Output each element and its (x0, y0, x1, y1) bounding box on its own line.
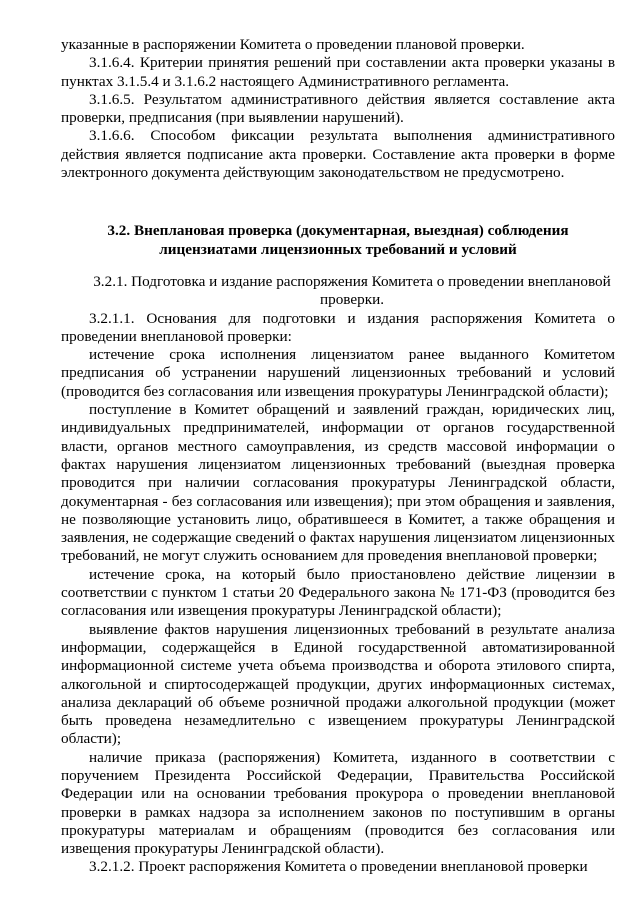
paragraph-3-2-1-2: 3.2.1.2. Проект распоряжения Комитета о проведении внеплановой проверки (89, 858, 588, 876)
section-heading: 3.2. Внеплановая проверка (документарная, выездная) соблюдения лицензиатами лицензионных требований и условий (107, 222, 569, 258)
list-item-order: наличие приказа (распоряжения) Комитета, изданного в соответствии с поручением Президента Российской Федерации, Правительства Российской Федерации или на основании требования прокурора о проведении внеплановой проверки в рамках надзора за исполнением законов по поступившим в органы прокуратуры материалам и обращениям (проводится без согласования или извещения прокуратуры Ленинградской области). (61, 748, 615, 858)
paragraph-3-2-1-1: 3.2.1.1. Основания для подготовки и издания распоряжения Комитета о проведении внеплановой проверки: (61, 309, 615, 345)
paragraph-3-1-6-6: 3.1.6.6. Способом фиксации результата выполнения административного действия является подписание акта проверки. Составление акта проверки в форме электронного документа действующим законодательством не предусмотрено. (61, 127, 615, 182)
list-item-deadline-expiry: истечение срока исполнения лицензиатом ранее выданного Комитетом предписания об устранении нарушений лицензионных требований и условий (проводится без согласования или извещения прокуратуры Ленинградской области); (61, 346, 615, 400)
paragraph-3-1-6-5: 3.1.6.5. Результатом административного действия является составление акта проверки, предписания (при выявлении нарушений). (61, 90, 615, 127)
list-item-egais-analysis: выявление фактов нарушения лицензионных требований в результате анализа информации, содержащейся в Единой государственной автоматизированной информационной системе учета объема производства и оборота этилового спирта, алкогольной и спиртосодержащей продукции, других информационных системах, анализа деклараций об объеме розничной продажи алкогольной продукции (может быть проведена незамедлительно с извещением прокуратуры Ленинградской области); (61, 620, 615, 748)
paragraph-3-1-6-4: 3.1.6.4. Критерии принятия решений при составлении акта проверки указаны в пунктах 3.1.5.4 и 3.1.6.2 настоящего Административного регламента. (61, 54, 615, 90)
subsection-title: 3.2.1. Подготовка и издание распоряжения Комитета о проведении внеплановой проверки. (93, 272, 611, 309)
document-page (61, 36, 615, 877)
section-spacer (61, 182, 615, 222)
list-item-complaints: поступление в Комитет обращений и заявлений граждан, юридических лиц, индивидуальных предпринимателей, информации от органов государственной власти, органов местного самоуправления, из средств массовой информации о фактах нарушения лицензиатом лицензионных требований (выездная проверка проводится при наличии согласования прокуратуры Ленинградской области, документарная - без согласования или извещения); при этом обращения и заявления, не позволяющие установить лицо, обратившееся в Комитет, а также обращения и заявления, не содержащие сведений о фактах нарушения лицензиатом лицензионных требований, не могут служить основанием для проведения внеплановой проверки; (61, 401, 615, 565)
list-item-license-suspension: истечение срока, на который было приостановлено действие лицензии в соответствии с пунктом 1 статьи 20 Федерального закона № 171-ФЗ (проводится без согласования или извещения прокуратуры Ленинградской области); (61, 565, 615, 620)
paragraph-continuation: указанные в распоряжении Комитета о проведении плановой проверки. (61, 36, 525, 53)
